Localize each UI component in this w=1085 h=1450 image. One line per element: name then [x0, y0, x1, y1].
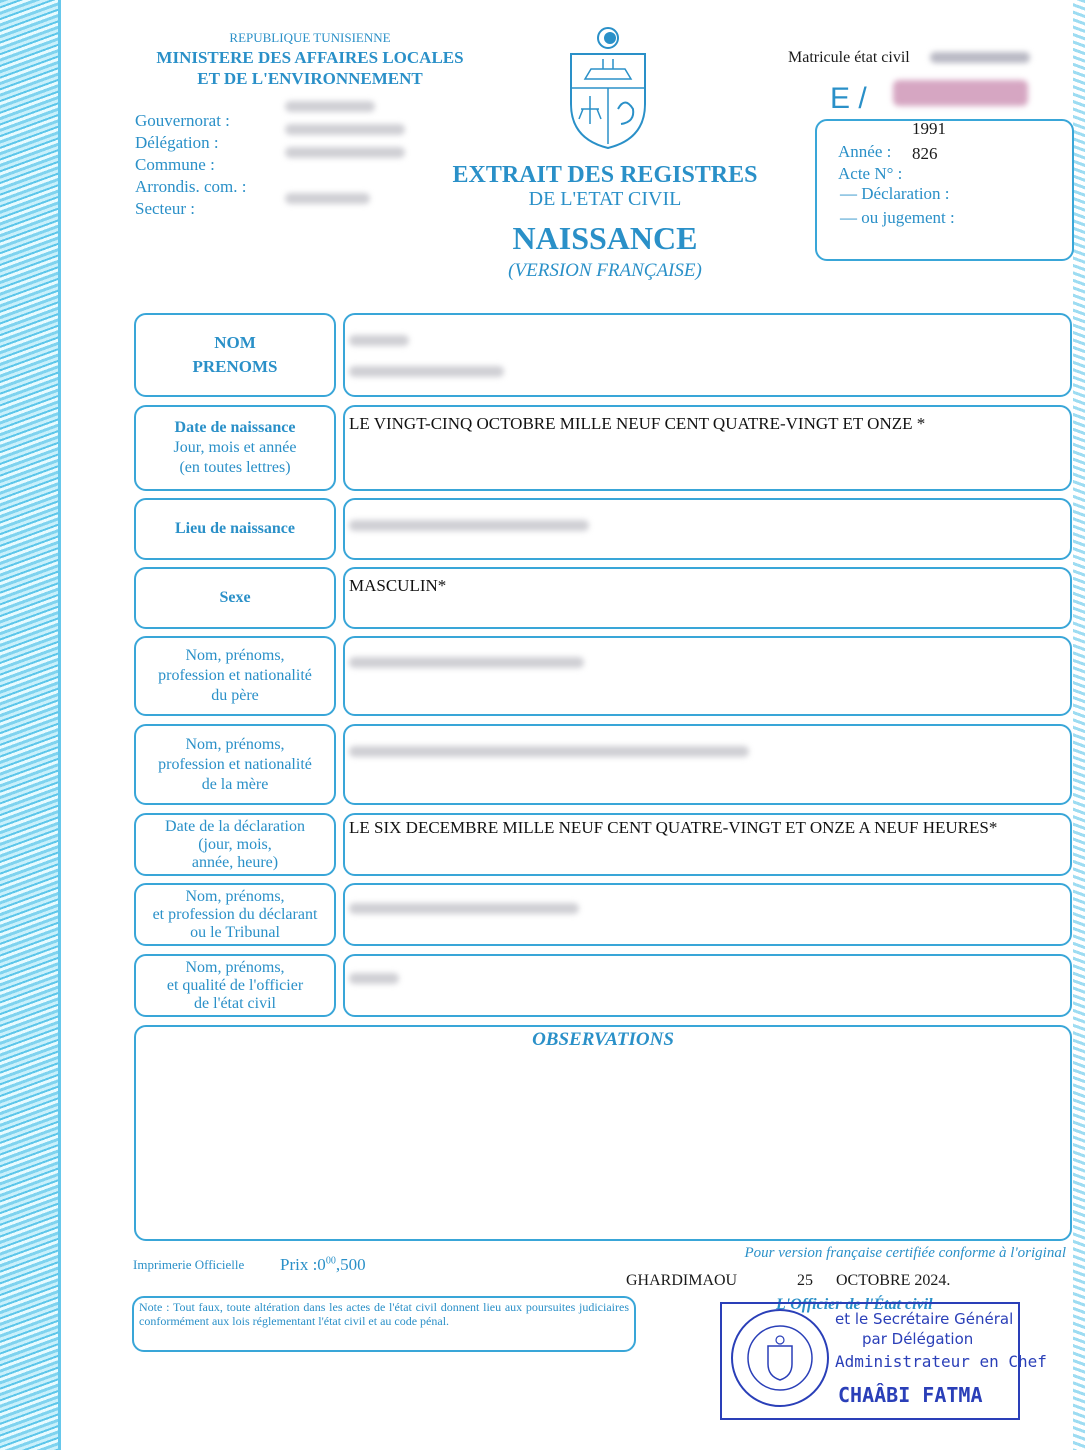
- mere-value-box: [343, 724, 1072, 805]
- redacted-pere: [349, 657, 584, 668]
- redacted-delegation: [285, 124, 405, 135]
- title-version: (VERSION FRANÇAISE): [508, 260, 702, 281]
- acte-label: Acte N° :: [838, 164, 903, 183]
- annee-value: 1991: [912, 119, 946, 138]
- pere-label-box: [134, 636, 336, 716]
- prix-end: ,500: [335, 1255, 366, 1274]
- declarant-label-line3: ou le Tribunal: [190, 923, 280, 941]
- date-naissance-sub1: Jour, mois et année: [173, 439, 297, 456]
- secteur-label: Secteur :: [135, 199, 195, 218]
- redacted-commune: [285, 147, 405, 158]
- stamp-name: CHAÂBI FATMA: [838, 1383, 983, 1407]
- officier-value-box: [343, 954, 1072, 1017]
- commune-label: Commune :: [135, 155, 215, 174]
- sexe-value: MASCULIN*: [343, 567, 1072, 629]
- redacted-gouvernorat: [285, 101, 375, 112]
- declarant-label-line1: Nom, prénoms,: [185, 887, 285, 905]
- mere-label-line3: de la mère: [201, 775, 269, 793]
- date-naissance-sub2: (en toutes lettres): [179, 459, 291, 476]
- redacted-prenoms: [349, 366, 504, 377]
- imprimerie-label: Imprimerie Officielle: [133, 1257, 245, 1272]
- mere-label-line1: Nom, prénoms,: [185, 735, 285, 753]
- coat-of-arms-icon: [563, 24, 653, 152]
- pere-label-line3: du père: [211, 687, 259, 704]
- declaration-date-label-line1: Date de la déclaration: [165, 817, 305, 835]
- prenoms-label: PRENOMS: [192, 357, 278, 376]
- pere-value-box: [343, 636, 1072, 716]
- certified-text: Pour version française certifiée conforme à l'original: [744, 1245, 1066, 1261]
- acte-value: 826: [912, 144, 938, 163]
- nom-prenoms-value-box: [343, 313, 1072, 397]
- declaration-date-label-line3: année, heure): [191, 853, 279, 871]
- month-year-text: OCTOBRE 2024.: [836, 1272, 951, 1289]
- date-naissance-label-box: [134, 405, 336, 491]
- matricule-prefix: E /: [830, 82, 867, 115]
- declarant-value-box: [343, 883, 1072, 946]
- pere-label-line2: profession et nationalité: [158, 667, 312, 684]
- round-seal-icon: [728, 1306, 832, 1410]
- officier-label-line2: et qualité de l'officier: [166, 976, 304, 994]
- nom-label: NOM: [214, 333, 256, 352]
- prix-sup: 00: [325, 1255, 336, 1267]
- republic-label: REPUBLIQUE TUNISIENNE: [229, 30, 391, 45]
- prix-text: Prix :0: [280, 1255, 326, 1274]
- gouvernorat-label: Gouvernorat :: [135, 111, 230, 130]
- declaration-date-value: LE SIX DECEMBRE MILLE NEUF CENT QUATRE-VINGT ET ONZE A NEUF HEURES*: [343, 813, 1072, 876]
- redacted-mere: [349, 746, 749, 757]
- date-naissance-value: LE VINGT-CINQ OCTOBRE MILLE NEUF CENT QUATRE-VINGT ET ONZE *: [343, 405, 1072, 491]
- observations-label: OBSERVATIONS: [532, 1029, 674, 1050]
- declarant-label-box: [134, 883, 336, 946]
- ministry-line1: MINISTERE DES AFFAIRES LOCALES: [156, 48, 464, 67]
- declaration-date-label-line2: (jour, mois,: [198, 835, 272, 853]
- redacted-secteur: [285, 193, 370, 204]
- stamp-line2: par Délégation: [862, 1330, 974, 1348]
- delegation-label: Délégation :: [135, 133, 219, 152]
- matricule-label: Matricule état civil: [788, 49, 910, 66]
- arrondissement-label: Arrondis. com. :: [135, 177, 247, 196]
- officer-title: L'Officier de l'État civil: [776, 1296, 933, 1313]
- mere-label-line2: profession et nationalité: [158, 755, 312, 773]
- declarant-label-line2: et profession du déclarant: [152, 905, 318, 923]
- redacted-lieu: [349, 520, 589, 531]
- title-line2: DE L'ETAT CIVIL: [528, 188, 682, 210]
- decorative-right-border: [1073, 0, 1085, 1450]
- decorative-left-border: [0, 0, 61, 1450]
- lieu-naissance-value-box: [343, 498, 1072, 560]
- pere-label-line1: Nom, prénoms,: [185, 647, 285, 664]
- jugement-label: — ou jugement :: [840, 208, 955, 227]
- officier-label-box: [134, 954, 336, 1017]
- lieu-naissance-label: Lieu de naissance: [134, 498, 336, 560]
- mere-label-box: [134, 724, 336, 805]
- title-naissance: NAISSANCE: [512, 220, 698, 256]
- day-text: 25: [797, 1272, 813, 1289]
- redacted-nom: [349, 335, 409, 346]
- prix-label: [280, 1255, 366, 1275]
- nom-prenoms-label-box: [134, 313, 336, 397]
- stamp-line3: Administrateur en Chef: [835, 1352, 1047, 1371]
- declaration-label: — Déclaration :: [840, 184, 950, 203]
- place-text: GHARDIMAOU: [626, 1272, 738, 1289]
- redacted-declarant: [349, 903, 579, 914]
- stamp-line1: et le Secrétaire Général: [835, 1310, 1014, 1328]
- redacted-officier: [349, 973, 399, 984]
- annee-label: Année :: [838, 142, 892, 161]
- declaration-date-label-box: [134, 813, 336, 876]
- officier-label-line3: de l'état civil: [194, 994, 276, 1012]
- redacted-matricule: [930, 52, 1030, 63]
- date-naissance-label: Date de naissance: [174, 419, 296, 436]
- officier-label-line1: Nom, prénoms,: [185, 958, 285, 976]
- observations-box: [134, 1025, 1072, 1241]
- note-text: Note : Tout faux, toute altération dans les actes de l'état civil donnent lieu aux poursuites judiciaires conformément aux lois réglementant l'état civil et au code pénal.: [139, 1300, 629, 1328]
- ministry-line2: ET DE L'ENVIRONNEMENT: [197, 69, 423, 88]
- title-line1: EXTRAIT DES REGISTRES: [452, 162, 758, 188]
- redacted-registry-number: [893, 80, 1028, 106]
- sexe-label: Sexe: [134, 567, 336, 629]
